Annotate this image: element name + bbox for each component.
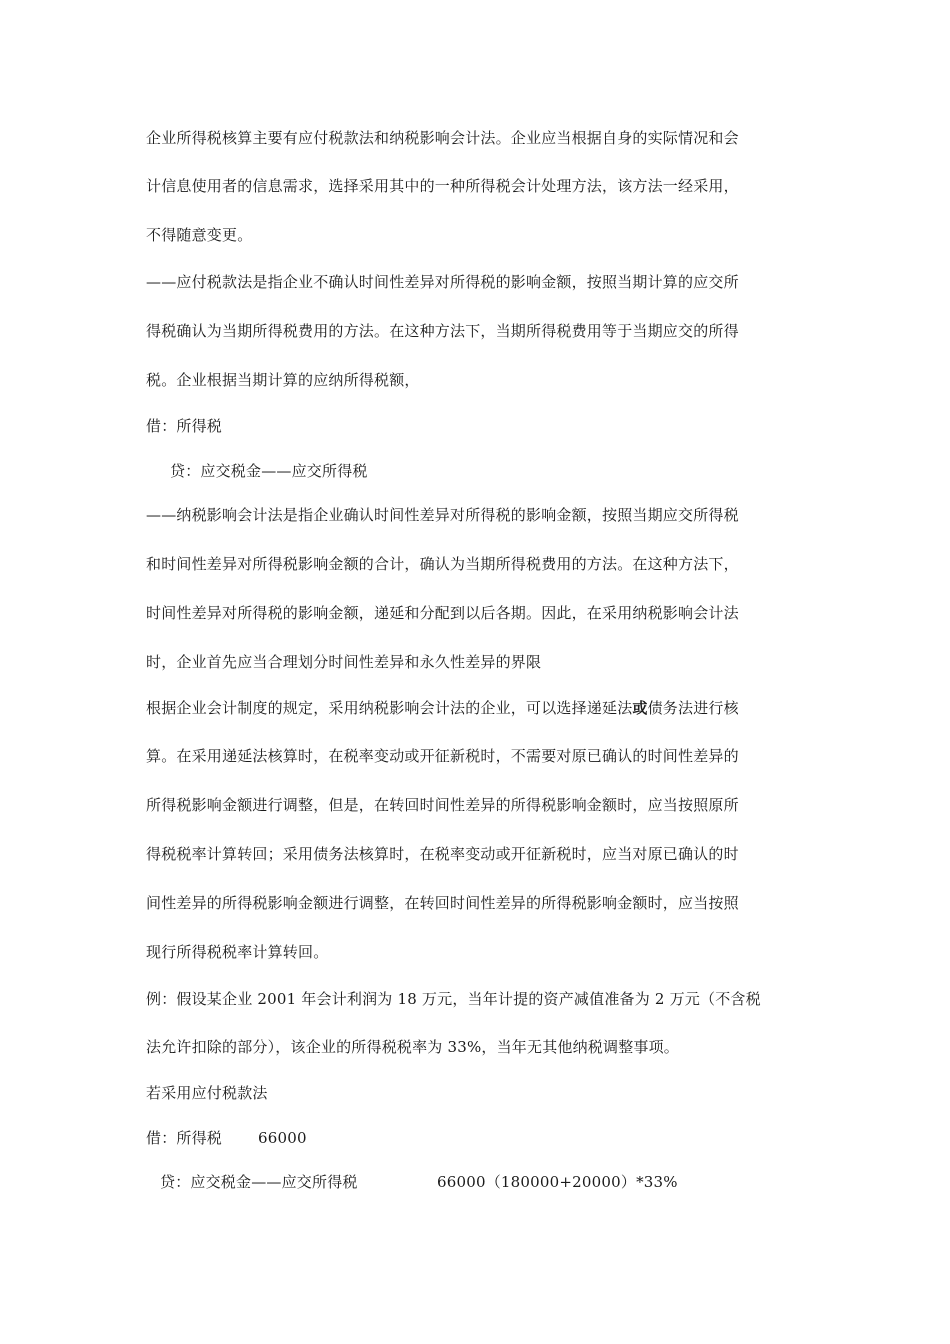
paragraph-1-line-1: 企业所得税核算主要有应付税款法和纳税影响会计法。企业应当根据自身的实际情况和会 xyxy=(146,129,739,147)
paragraph-2-line-1: ——应付税款法是指企业不确认时间性差异对所得税的影响金额，按照当期计算的应交所 xyxy=(146,273,739,291)
entry-2-credit-amount: 66000（180000+20000）*33% xyxy=(437,1173,678,1191)
entry-2-credit-row xyxy=(160,1172,678,1192)
entry-1-debit: 借：所得税 xyxy=(146,417,223,435)
paragraph-4-line-5: 间性差异的所得税影响金额进行调整，在转回时间性差异的所得税影响金额时，应当按照 xyxy=(146,894,739,912)
paragraph-4-line-1-bold: 或 xyxy=(632,699,648,717)
paragraph-1-line-2: 计信息使用者的信息需求，选择采用其中的一种所得税会计处理方法，该方法一经采用， xyxy=(146,177,739,195)
paragraph-4-line-2: 算。在采用递延法核算时，在税率变动或开征新税时，不需要对原已确认的时间性差异的 xyxy=(146,747,739,765)
example-line-2: 法允许扣除的部分），该企业的所得税税率为 33%，当年无其他纳税调整事项。 xyxy=(146,1038,680,1056)
paragraph-3-line-1: ——纳税影响会计法是指企业确认时间性差异对所得税的影响金额，按照当期应交所得税 xyxy=(146,506,739,524)
example-line-1: 例：假设某企业 2001 年会计利润为 18 万元，当年计提的资产减值准备为 2 万元（不含税 xyxy=(146,990,761,1008)
paragraph-3-line-2: 和时间性差异对所得税影响金额的合计，确认为当期所得税费用的方法。在这种方法下， xyxy=(146,555,739,573)
method-heading: 若采用应付税款法 xyxy=(146,1084,268,1102)
entry-2-credit-label: 贷：应交税金——应交所得税 xyxy=(160,1173,358,1191)
paragraph-4-line-1-part-a: 根据企业会计制度的规定，采用纳税影响会计法的企业，可以选择递延法 xyxy=(146,699,633,717)
entry-1-credit: 贷：应交税金——应交所得税 xyxy=(170,462,368,480)
paragraph-3-line-3: 时间性差异对所得税的影响金额，递延和分配到以后各期。因此，在采用纳税影响会计法 xyxy=(146,604,739,622)
paragraph-2-line-2: 得税确认为当期所得税费用的方法。在这种方法下，当期所得税费用等于当期应交的所得 xyxy=(146,322,739,340)
paragraph-3-line-4: 时，企业首先应当合理划分时间性差异和永久性差异的界限 xyxy=(146,653,542,671)
paragraph-2-line-3: 税。企业根据当期计算的应纳所得税额， xyxy=(146,371,420,389)
paragraph-4-line-1-part-b: 债务法进行核 xyxy=(647,699,739,717)
entry-2-debit-amount: 66000 xyxy=(258,1129,307,1147)
paragraph-1-line-3: 不得随意变更。 xyxy=(146,226,253,244)
entry-2-debit-label: 借：所得税 xyxy=(146,1129,223,1147)
paragraph-4-line-6: 现行所得税税率计算转回。 xyxy=(146,943,329,961)
entry-2-debit-row xyxy=(146,1128,307,1148)
paragraph-4-line-1 xyxy=(146,698,739,718)
paragraph-4-line-4: 得税税率计算转回；采用债务法核算时，在税率变动或开征新税时，应当对原已确认的时 xyxy=(146,845,739,863)
paragraph-4-line-3: 所得税影响金额进行调整，但是，在转回时间性差异的所得税影响金额时，应当按照原所 xyxy=(146,796,739,814)
